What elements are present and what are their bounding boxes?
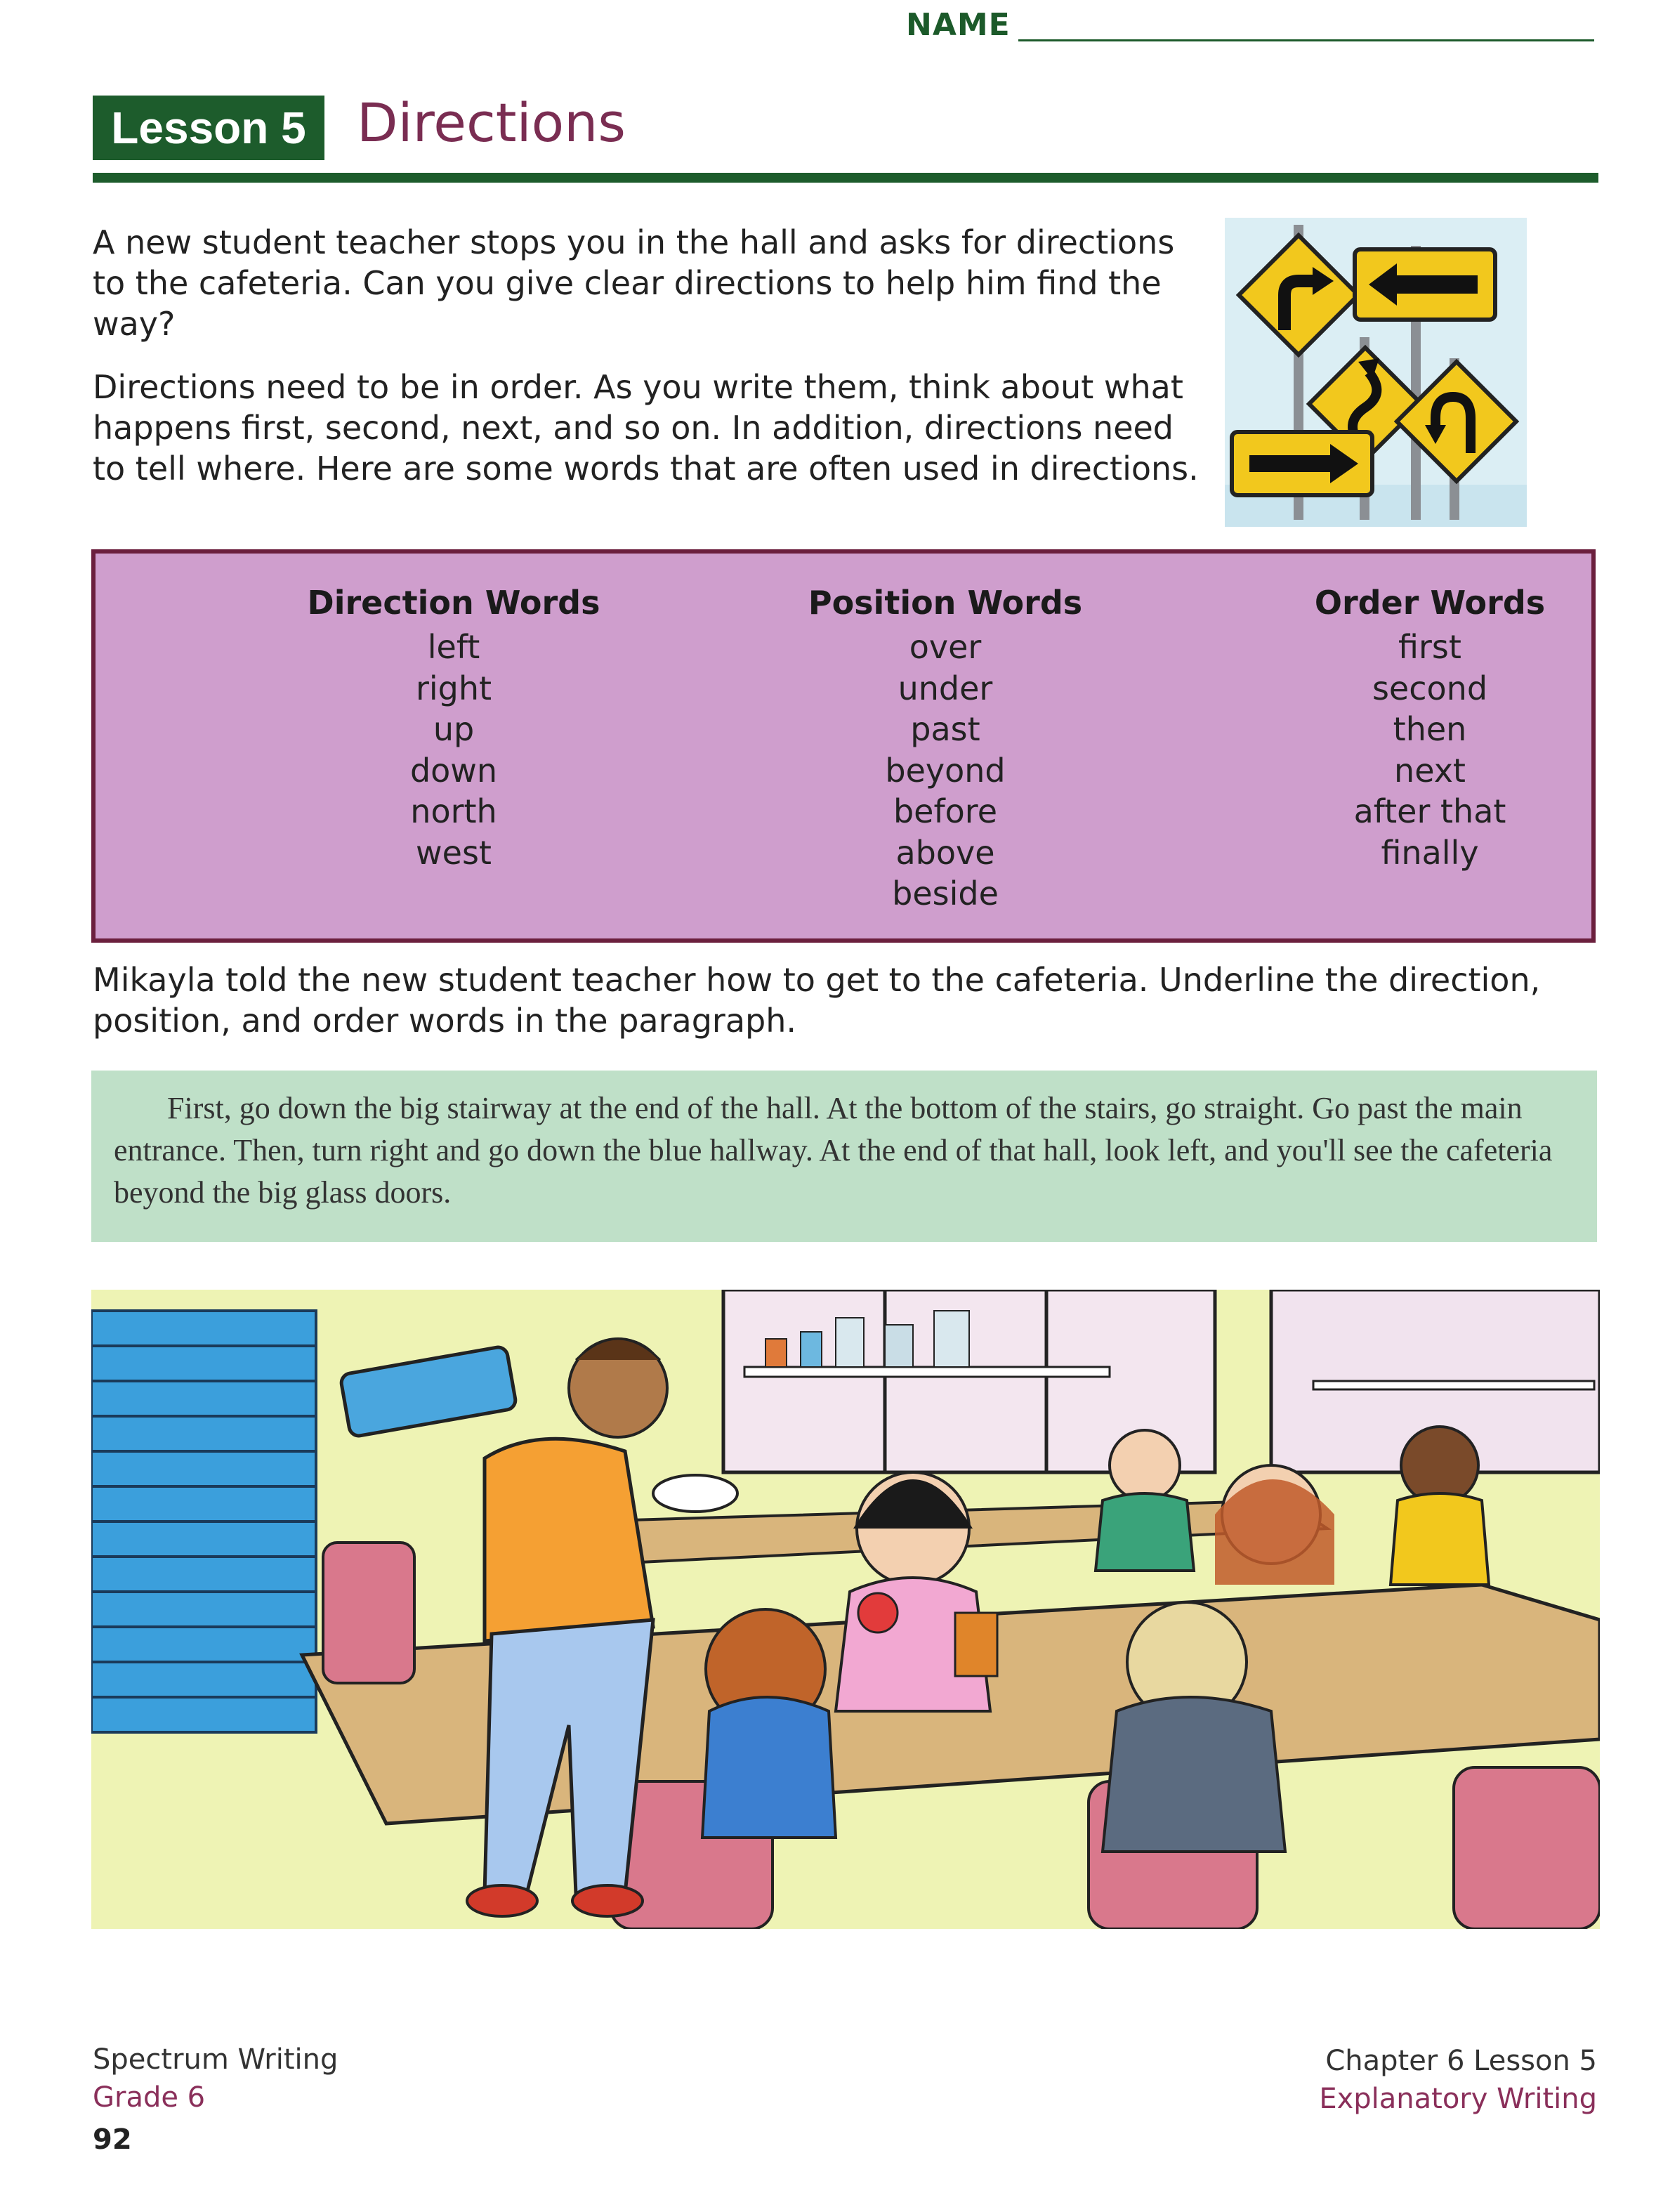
left-arrow-sign [1355,249,1495,320]
lesson-title: Directions [357,91,626,154]
page-number: 92 [93,2123,132,2156]
word-item: before [893,792,998,830]
word-item: north [410,792,497,830]
word-item: up [433,710,475,748]
column-heading: Position Words [808,584,1083,622]
footer-grade: Grade 6 [93,2081,206,2114]
word-item: left [427,628,480,666]
direction-words-column [257,582,650,873]
position-words-column [749,582,1142,915]
footer-genre: Explanatory Writing [1319,2083,1597,2115]
word-item: past [910,710,980,748]
word-item: first [1398,628,1461,666]
footer-book-title: Spectrum Writing [93,2043,339,2076]
name-line [1018,39,1594,41]
word-item: finally [1381,833,1479,872]
road-signs-illustration [1225,218,1527,527]
word-box [91,549,1596,943]
word-item: then [1393,710,1467,748]
column-heading: Direction Words [307,584,600,622]
word-item: west [416,833,492,872]
footer-chapter: Chapter 6 Lesson 5 [1325,2045,1597,2077]
word-item: above [895,833,995,872]
word-item: right [415,669,492,707]
header-rule [93,173,1598,183]
right-arrow-sign [1232,432,1372,495]
name-label: NAME [906,7,1011,43]
word-item: beyond [885,751,1006,790]
directions-paragraph: First, go down the big stairway at the end of the hall. At the bottom of the stairs, go straight. Go past the main entrance. Then, turn right and go down the blue hallway. At the end of that hall, look left, and you'll see the cafeteria beyond the big glass doors. [114,1091,1553,1210]
word-item: next [1394,751,1466,790]
cafeteria-illustration [91,1290,1600,1929]
instruction-text: Mikayla told the new student teacher how to get to the cafeteria. Underline the direction, position, and order words in the paragraph. [93,961,1541,1040]
intro-paragraph-2: Directions need to be in order. As you write them, think about what happens first, second, next, and so on. In addition, directions need to tell where. Here are some words that are often used in directions. [93,368,1199,487]
word-item: under [898,669,993,707]
word-item: after that [1353,792,1506,830]
word-item: down [409,751,498,790]
word-item: beside [892,875,999,912]
order-words-column [1233,582,1627,873]
word-item: over [909,628,982,666]
column-heading: Order Words [1314,584,1546,622]
word-item: second [1372,669,1488,707]
intro-paragraph-1: A new student teacher stops you in the hall and asks for directions to the cafeteria. Can you give clear directions to help him find the way? [93,223,1175,343]
lesson-label: Lesson 5 [111,103,306,153]
